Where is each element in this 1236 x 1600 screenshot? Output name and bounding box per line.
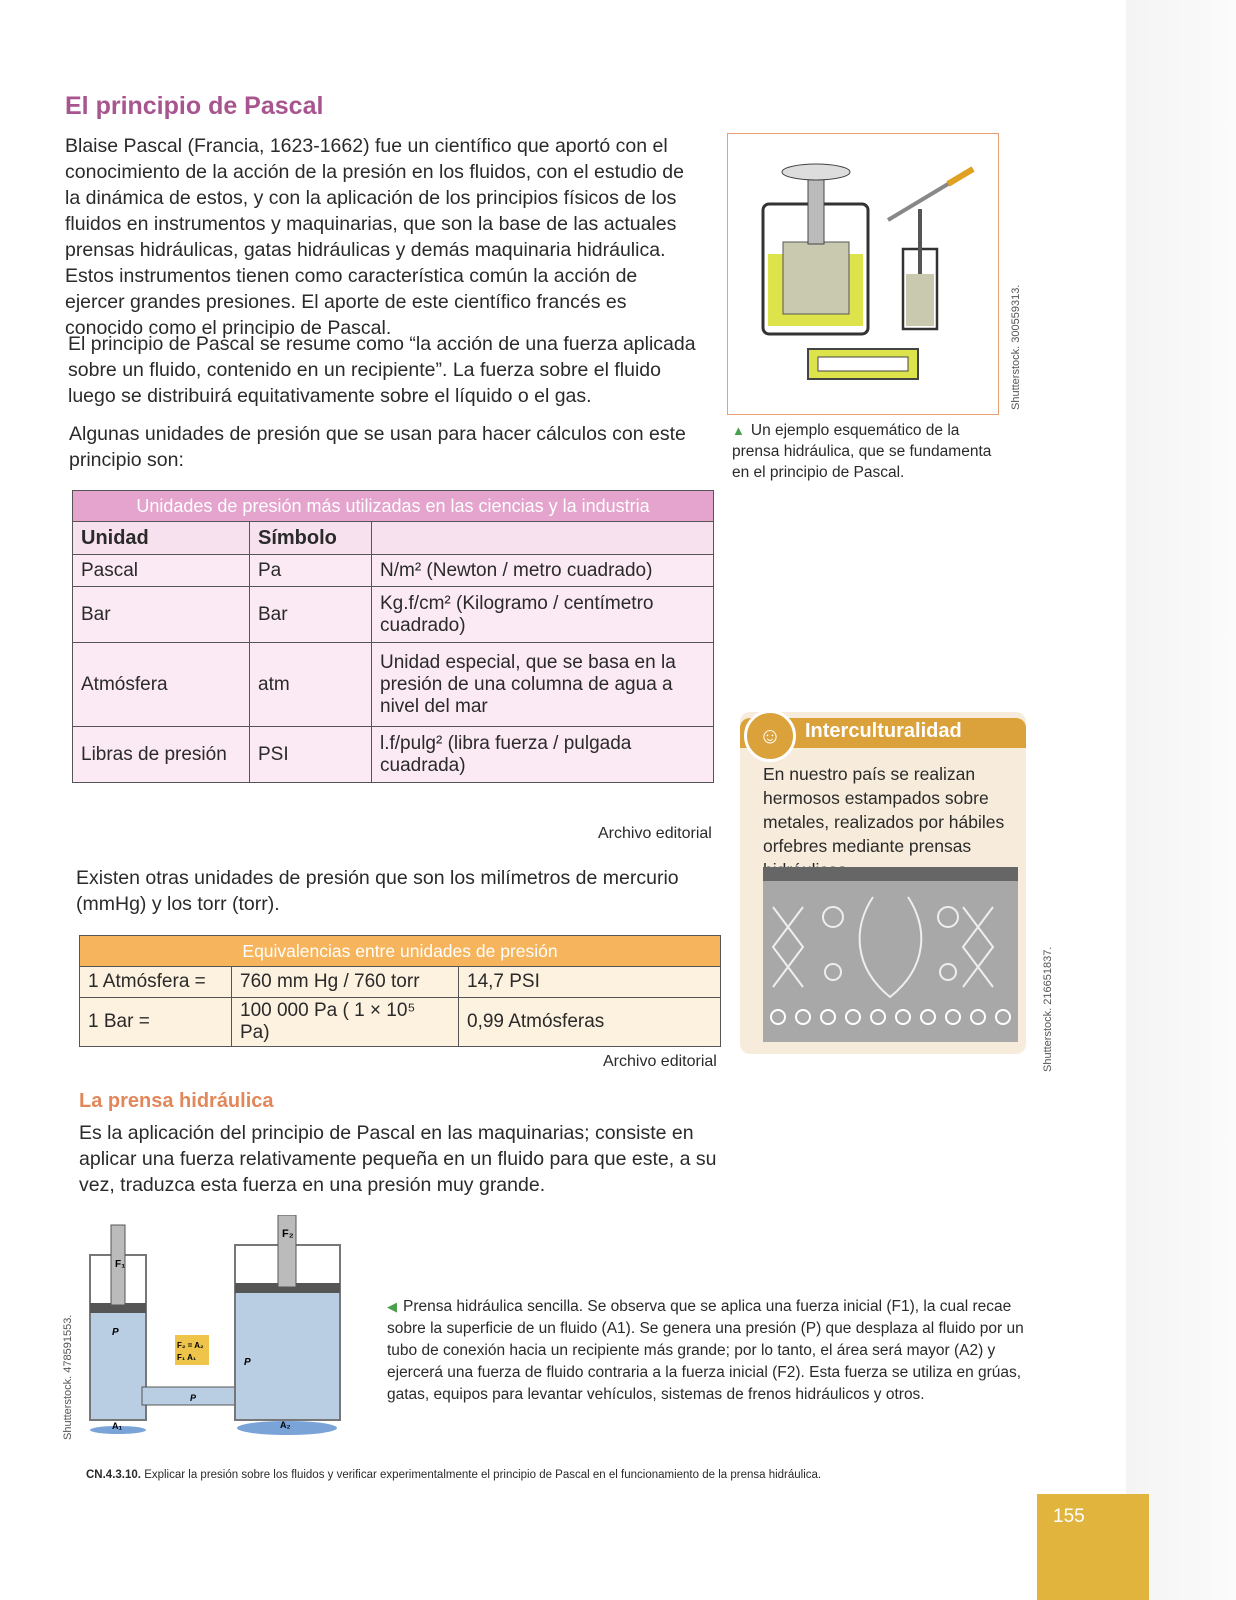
equivalences-table — [79, 935, 721, 1047]
table-cell: 1 Atmósfera = — [80, 967, 232, 998]
a2-label: A₂ — [280, 1420, 291, 1430]
table-cell: Libras de presión — [73, 727, 250, 783]
table-row — [73, 643, 714, 727]
embossed-pattern — [763, 867, 1018, 1042]
other-units-paragraph: Existen otras unidades de presión que son los milímetros de mercurio (mmHg) y los torr (torr). — [76, 867, 679, 915]
formula-bottom: F₁ A₁ — [177, 1353, 197, 1362]
table-cell: PSI — [250, 727, 372, 783]
intercultural-title: Interculturalidad — [805, 720, 962, 742]
p-label-large: P — [244, 1357, 251, 1368]
table-cell: 1 Bar = — [80, 998, 232, 1047]
table-cell: Bar — [250, 587, 372, 643]
simple-press-figure — [80, 1215, 350, 1440]
triangle-left-icon: ◀ — [387, 1299, 397, 1314]
intro-paragraph: Blaise Pascal (Francia, 1623-1662) fue un científico que aportó con el conocimiento de la acción de la presión en los fluidos, con el estudio de la dinámica de estos, y con la aplicación de los principios físicos de los fluidos en instrumentos y maquinarias, que son la base de las actuales prensas hidráulicas, gatas hidráulicas y demás maquinaria hidráulica. Estos instrumentos tienen como característica común la acción de ejercer grandes presiones. El aporte de este científico francés es conocido como el principio de Pascal. — [65, 135, 684, 339]
page-number: 155 — [1053, 1506, 1085, 1527]
units-intro-paragraph: Algunas unidades de presión que se usan para hacer cálculos con este principio son: — [69, 423, 686, 471]
table-cell: N/m² (Newton / metro cuadrado) — [372, 555, 714, 587]
page-edge — [1126, 0, 1236, 1600]
figure2-caption-text: Prensa hidráulica sencilla. Se observa que se aplica una fuerza inicial (F1), la cual recae sobre la superficie de un fluido (A1). Se genera una presión (P) que desplaza al fluido por un tubo de conexión hacia un recipiente más grande; por lo tanto, el área será mayor (A2) y ejercerá una fuerza de fluido contraria a la fuerza inicial (F2). Esta fuerza se utiliza en grúas, gatas, equipos para levantar vehículos, sistemas de frenos hidráulicos y otros. — [387, 1298, 1024, 1403]
table-cell: 0,99 Atmósferas — [459, 998, 721, 1047]
equivalences-table-caption: Equivalencias entre unidades de presión — [80, 936, 721, 967]
mask-icon: ☺ — [744, 710, 796, 762]
table-cell: atm — [250, 643, 372, 727]
table-row — [80, 998, 721, 1047]
triangle-up-icon: ▲ — [732, 423, 745, 438]
table-cell: l.f/pulg² (libra fuerza / pulgada cuadrada) — [372, 727, 714, 783]
section-title: La prensa hidráulica — [79, 1090, 274, 1112]
section-paragraph: Es la aplicación del principio de Pascal en las maquinarias; consiste en aplicar una fuerza relativamente pequeña en un fluido para que este, a su vez, traduzca esta fuerza en una presión muy grande. — [79, 1122, 717, 1196]
curriculum-objective — [86, 1469, 821, 1481]
table-cell: Kg.f/cm² (Kilogramo / centímetro cuadrado) — [372, 587, 714, 643]
table-cell: 100 000 Pa ( 1 × 10⁵ Pa) — [232, 998, 459, 1047]
units-header-definition — [372, 522, 714, 555]
p-label-small: P — [112, 1327, 119, 1338]
figure1-caption-text: Un ejemplo esquemático de la prensa hidráulica, que se fundamenta en el principio de Pascal. — [732, 422, 992, 481]
equivalences-table-credit: Archivo editorial — [603, 1053, 717, 1070]
intercultural-credit: Shutterstock. 216651837. — [1042, 946, 1054, 1072]
f2-label: F₂ — [282, 1228, 294, 1240]
table-row — [73, 555, 714, 587]
table-row — [73, 587, 714, 643]
units-header-symbol: Símbolo — [250, 522, 372, 555]
figure1-caption — [732, 420, 1002, 483]
f1-label: F₁ — [115, 1259, 126, 1270]
table-cell: Atmósfera — [73, 643, 250, 727]
figure2-caption — [387, 1296, 1027, 1406]
figure2-credit: Shutterstock. 478591553. — [62, 1314, 74, 1440]
units-table — [72, 490, 714, 783]
table-row — [80, 967, 721, 998]
table-cell: Pascal — [73, 555, 250, 587]
objective-text: Explicar la presión sobre los fluidos y verificar experimentalmente el principio de Pascal en el funcionamiento de la prensa hidráulica. — [144, 1469, 822, 1481]
table-cell: Bar — [73, 587, 250, 643]
principle-paragraph: El principio de Pascal se resume como “la acción de una fuerza aplicada sobre un fluido, contenido en un recipiente”. La fuerza sobre el fluido luego se distribuirá equitativamente sobre el líquido o el gas. — [68, 333, 696, 407]
embossed-metal-image — [763, 867, 1018, 1042]
table-cell: 14,7 PSI — [459, 967, 721, 998]
intercultural-text: En nuestro país se realizan hermosos estampados sobre metales, realizados por hábiles orfebres mediante prensas — [763, 764, 1005, 856]
units-table-caption: Unidades de presión más utilizadas en las ciencias y la industria — [73, 491, 714, 522]
units-header-unit: Unidad — [73, 522, 250, 555]
units-table-credit: Archivo editorial — [598, 825, 712, 842]
figure1-credit: Shutterstock. 300559313. — [1010, 284, 1022, 410]
p-label-tube: P — [190, 1393, 197, 1403]
a1-label: A₁ — [112, 1421, 123, 1431]
hydraulic-press-figure — [727, 133, 999, 415]
hydraulic-press-illustration — [728, 134, 998, 414]
formula-top: F₂ = A₂ — [177, 1341, 204, 1350]
table-row — [73, 727, 714, 783]
page-title: El principio de Pascal — [65, 92, 324, 120]
table-cell: Unidad especial, que se basa en la presión de una columna de agua a nivel del mar — [372, 643, 714, 727]
simple-press-illustration — [80, 1215, 350, 1440]
table-cell: Pa — [250, 555, 372, 587]
table-cell: 760 mm Hg / 760 torr — [232, 967, 459, 998]
objective-code: CN.4.3.10. — [86, 1469, 141, 1481]
